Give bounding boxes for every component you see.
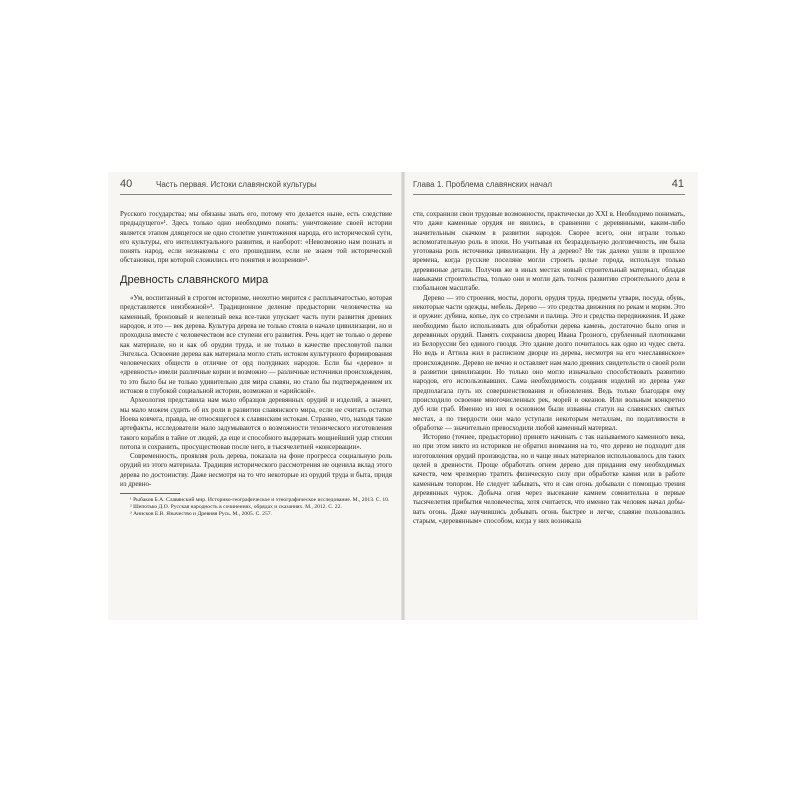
paragraph: Русского государства; мы обязаны знать его, потому что делается ныне, есть следствие предыдущего»¹. Здесь только одно необходимо понять: уничтожение своей истории является этапом длящегося не одно столетие уничтожения народа, его исторической сути, его культуры, его интеллектуального развития, и наоборот: «Невозможно нам познать и понять народ, если незнакомы с его прошедшим, если не знаем той исторической обстановки, при которой сложились его понятия и воззрения»².	[120, 210, 392, 265]
right-body	[413, 210, 685, 526]
right-page	[403, 172, 698, 620]
footnote: ³ Анисков Е.В. Язычество и Древняя Русь. М., 2005. С. 257.	[130, 511, 272, 518]
left-page	[108, 172, 403, 620]
paragraph: «Ум, воспитанный в строгом историзме, неохотно мирится с расплывчатостью, которая представляется неизбежной»³. Традиционное деление предыстории человечества на каменный, бронзовый и железный века все-таки упускает часть пути развития древних народов, и это — век дерева. Культура дерева не только стояла в начале цивилизации, но и проходила вместе с человечеством все ступени его развития. Речь идет не только о дереве как материале, но и как об орудии труда, и не только в качестве пресловутой палки Энгельса. Освоение дерева как материала могло стать истоком культурного формирования человеческих обществ в отличие от орд полудиких народов. Если бы «дерево» и «древность» имели различные корни и возможно — различные источники происхождения, то это было бы не только удивительно для мира славян, но стало бы подтверждением их истоков в глубокой социальной истории, возможно и «арийской».	[120, 294, 392, 396]
paragraph: Историю (точнее, предысторию) принято начинать с так называемого каменного века, но при этом никто из историков не обратил внимания на то, что дерево не подходит для изготовления орудий производства, но и чаще иных материалов использовалось для таких целей в древности. Проще обработать огнем дерево для придания ему необходимых качеств, чем чрезмерно тратить физическую силу при обработке камня или в работе каменным топором. Не следует забывать, что и сам огонь добывали с помощью трения деревянных чурок. Добыча огня через высекание камнем сомнительна в первые тысячелетия прибытия человечества, хотя считается, что именно так человек начал добывать огонь. Даже научившись добывать огонь быстрее и легче, славяне пользовались старым, «деревянным» способом, когда у них возникала	[413, 433, 685, 525]
footnote: ² Шепотько Д.О. Русская народность в сочинениях, обрядах и сказаниях. М., 2012. С. 22.	[130, 504, 342, 511]
book-spread	[108, 172, 698, 620]
left-page-number: 40	[120, 178, 133, 190]
paragraph: Дерево — это строения, мосты, дороги, орудия труда, предметы утвари, посуда, обувь, некоторые части одежды, мебель. Дерево — это средства движения по рекам и морям. Это и оружие: дубина, копье, лук со стрелами и палица. Это и средства передвижения. И даже необходимо было использовать для обработки дерева камень, достаточно было огня и деревянных орудий. Память сохранила дворец Ивана Грозного, срубленный плотниками из Белоруссии без единого гвоздя. Это здание долго почиталось как одно из чудес света. Но ведь и Аттила жил в расписном дворце из дерева, несмотря на его «неславянское» происхождение. Дерево не вечно и оставляет нам мало древних свидетельств о своей роли в развитии цивилизации. Но только оно могло изначально способствовать развитию народов, его использовавших. Сама необходимость создания изделий из дерева уже предполагала путь их совершенствования и обновления. Ведь только благодаря ему происходило освоение многочисленных рек, морей и океанов. Или вольным конкретно дуб или граб. Именно из них в основном были изваяны статуи на славянских святых местах, а по твердости они мало уступали некоторым металлам, по податливости в обработке — значительно превосходили любой каменный материал.	[413, 293, 685, 432]
footnote-rule	[120, 493, 180, 494]
right-header-rule	[413, 194, 685, 195]
section-heading: Древность славянского мира	[120, 273, 269, 286]
paragraph: Археология представила нам мало образцов деревянных орудий и изделий, а значит, мы мало можем судить об их роли в развитии славянского мира, если не считать остатки Ноева ковчега, правда, не относящегося к славянским истокам. Странно, что, находя такие артефакты, исследователи мало задумываются о возможности технического изготовления такого корабля в тайне от людей, да еще и способного выдержать мощнейший удар стихии потопа и сохранить, просуществовав после него, в тысячелетней «консервации».	[120, 396, 392, 451]
paragraph: Современность, проявляя роль дерева, показала на фоне прогресса социальную роль орудий из этого материала. Традиция исторического рассмотрения не оценила вклад этого дерева по достоинству. Даже несмотря на то что некоторые из орудий труда и быта, придя из древно-	[120, 452, 392, 489]
left-body	[120, 210, 392, 518]
footnote: ¹ Рыбаков Б.А. Славянский мир. Историко-географическое и этнографическое исследование. М., 2013. С. 10.	[130, 497, 390, 504]
left-running-head: Часть первая. Истоки славянской культуры	[156, 180, 317, 189]
paragraph: сти, сохранили свои трудовые возможности, практически до XXI в. Необходимо понимать, что даже каменные орудия не явились, в сравнении с деревянными, каким-либо значительным скачком в развитии народов. Скорее всего, они играли только вспомогательную роль в эпохи. Но учитывая их безраздельную долговечность, им была уготована роль источника цивилизации. Ну а дерево? Не так далеко ушли в прошлое времена, когда русские поселяне могли строить целые города, используя только деревянные детали. Получив же в иных местах новый строительный материал, обладая навыками строительства, только они и могли дать толчок развитию строительного дела в глобальном масштабе.	[413, 210, 685, 293]
book-gutter	[401, 172, 405, 620]
right-page-number: 41	[671, 178, 684, 190]
left-header-rule	[120, 194, 392, 195]
right-running-head: Глава 1. Проблема славянских начал	[413, 180, 553, 189]
